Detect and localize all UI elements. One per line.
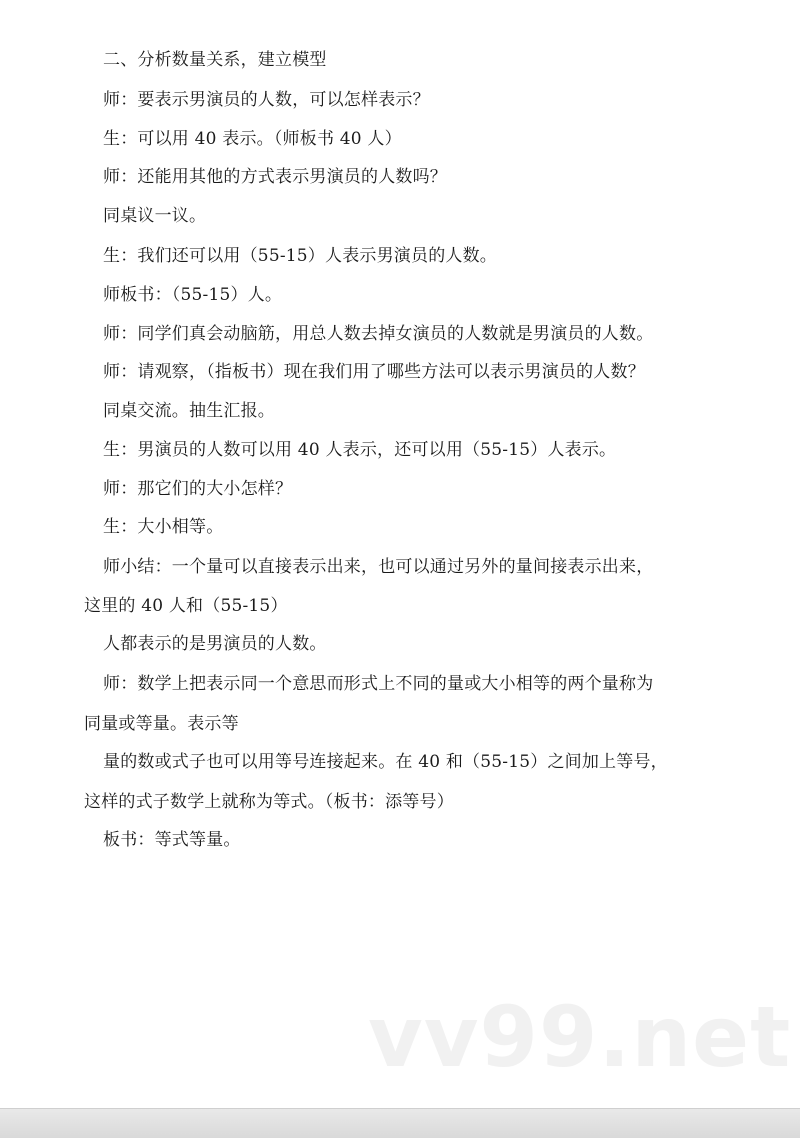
text-line: 生：大小相等。 <box>103 517 224 537</box>
watermark-logo: vv99.net <box>368 988 792 1086</box>
text-line: 生：男演员的人数可以用 40 人表示，还可以用（55-15）人表示。 <box>103 440 617 460</box>
section-heading: 二、分析数量关系，建立模型 <box>103 50 327 70</box>
text-line: 生：可以用 40 表示。（师板书 40 人） <box>103 129 402 149</box>
text-line: 生：我们还可以用（55-15）人表示男演员的人数。 <box>103 246 498 266</box>
text-line: 师：请观察，（指板书）现在我们用了哪些方法可以表示男演员的人数？ <box>103 362 645 382</box>
text-line: 同量或等量。表示等 <box>84 714 239 734</box>
text-line: 师：要表示男演员的人数，可以怎样表示？ <box>103 90 430 110</box>
text-line: 这样的式子数学上就称为等式。（板书：添等号） <box>84 792 454 812</box>
text-line: 量的数或式子也可以用等号连接起来。在 40 和（55-15）之间加上等号， <box>103 752 668 772</box>
text-line: 同桌议一议。 <box>103 206 207 226</box>
text-line: 板书：等式等量。 <box>103 830 241 850</box>
text-line: 这里的 40 人和（55-15） <box>84 596 288 616</box>
text-line: 师：那它们的大小怎样？ <box>103 479 293 499</box>
text-line: 师：同学们真会动脑筋，用总人数去掉女演员的人数就是男演员的人数。 <box>103 324 654 344</box>
text-line: 人都表示的是男演员的人数。 <box>103 634 327 654</box>
viewer-bottom-bar <box>0 1108 800 1138</box>
text-line: 师：还能用其他的方式表示男演员的人数吗？ <box>103 167 447 187</box>
text-line: 师：数学上把表示同一个意思而形式上不同的量或大小相等的两个量称为 <box>103 674 654 694</box>
text-line: 同桌交流。抽生汇报。 <box>103 401 275 421</box>
text-line: 师小结：一个量可以直接表示出来，也可以通过另外的量间接表示出来， <box>103 557 654 577</box>
text-line: 师板书：（55-15）人。 <box>103 285 283 305</box>
